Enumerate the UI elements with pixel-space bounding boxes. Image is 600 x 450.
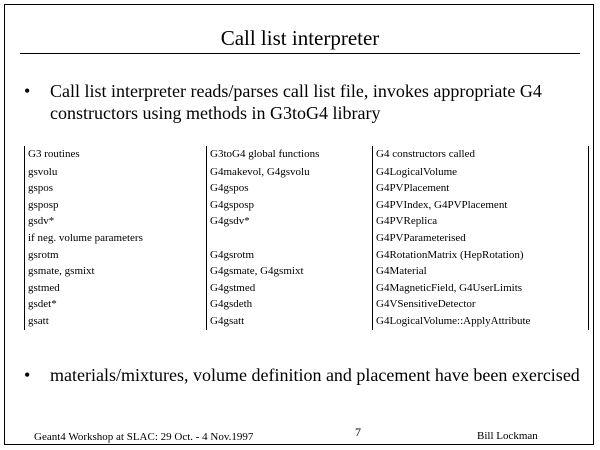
table-cell: gsrotm: [25, 247, 207, 264]
table-row: [25, 213, 589, 230]
footer-event: Geant4 Workshop at SLAC: 29 Oct. - 4 Nov.1997: [34, 431, 254, 443]
table-row: [25, 280, 589, 297]
table-row: [25, 247, 589, 264]
title-divider: [20, 53, 580, 54]
table-cell: gsvolu: [25, 164, 207, 181]
table-cell: G4PVIndex, G4PVPlacement: [373, 197, 589, 214]
table-cell: gsposp: [25, 197, 207, 214]
table-cell: G4gsdv*: [207, 213, 373, 230]
table-cell: gsdv*: [25, 213, 207, 230]
table-cell: G4VSensitiveDetector: [373, 296, 589, 313]
table-cell: G4MagneticField, G4UserLimits: [373, 280, 589, 297]
table-cell: G4LogicalVolume: [373, 164, 589, 181]
table-row: [25, 263, 589, 280]
table-cell: G4gsrotm: [207, 247, 373, 264]
table-row: [25, 164, 589, 181]
table-header-row: [25, 146, 589, 164]
table-row: [25, 197, 589, 214]
table-row: [25, 296, 589, 313]
table-cell: gsatt: [25, 313, 207, 330]
table-cell: gsdet*: [25, 296, 207, 313]
table-row: [25, 230, 589, 247]
table-cell: G4RotationMatrix (HepRotation): [373, 247, 589, 264]
table-cell: G4gstmed: [207, 280, 373, 297]
table-cell: G4LogicalVolume::ApplyAttribute: [373, 313, 589, 330]
bullet-text: materials/mixtures, volume definition and placement have been exercised: [50, 365, 580, 385]
column-header: G4 constructors called: [373, 146, 589, 164]
bullet-marker: •: [24, 81, 31, 101]
bullet-marker: •: [24, 365, 31, 385]
column-header: G3toG4 global functions: [207, 146, 373, 164]
table-cell: gstmed: [25, 280, 207, 297]
table-cell: G4PVPlacement: [373, 180, 589, 197]
column-header: G3 routines: [25, 146, 207, 164]
table-cell: G4gsposp: [207, 197, 373, 214]
table-cell: G4PVParameterised: [373, 230, 589, 247]
table-cell: [207, 230, 373, 247]
table-cell: if neg. volume parameters: [25, 230, 207, 247]
table-cell: gspos: [25, 180, 207, 197]
table-row: [25, 180, 589, 197]
table-cell: G4PVReplica: [373, 213, 589, 230]
table-cell: G4gspos: [207, 180, 373, 197]
table-cell: gsmate, gsmixt: [25, 263, 207, 280]
table-cell: G4gsdeth: [207, 296, 373, 313]
table-cell: G4gsmate, G4gsmixt: [207, 263, 373, 280]
table-cell: G4gsatt: [207, 313, 373, 330]
slide-title: Call list interpreter: [220, 26, 380, 50]
page-number: 7: [355, 425, 361, 439]
footer-author: Bill Lockman: [477, 430, 538, 442]
bullet-text: Call list interpreter reads/parses call list file, invokes appropriate G4 constructors using methods in G3toG4 library: [50, 81, 542, 123]
routine-table: [24, 146, 589, 330]
table-cell: G4Material: [373, 263, 589, 280]
table-cell: G4makevol, G4gsvolu: [207, 164, 373, 181]
table-row: [25, 313, 589, 330]
